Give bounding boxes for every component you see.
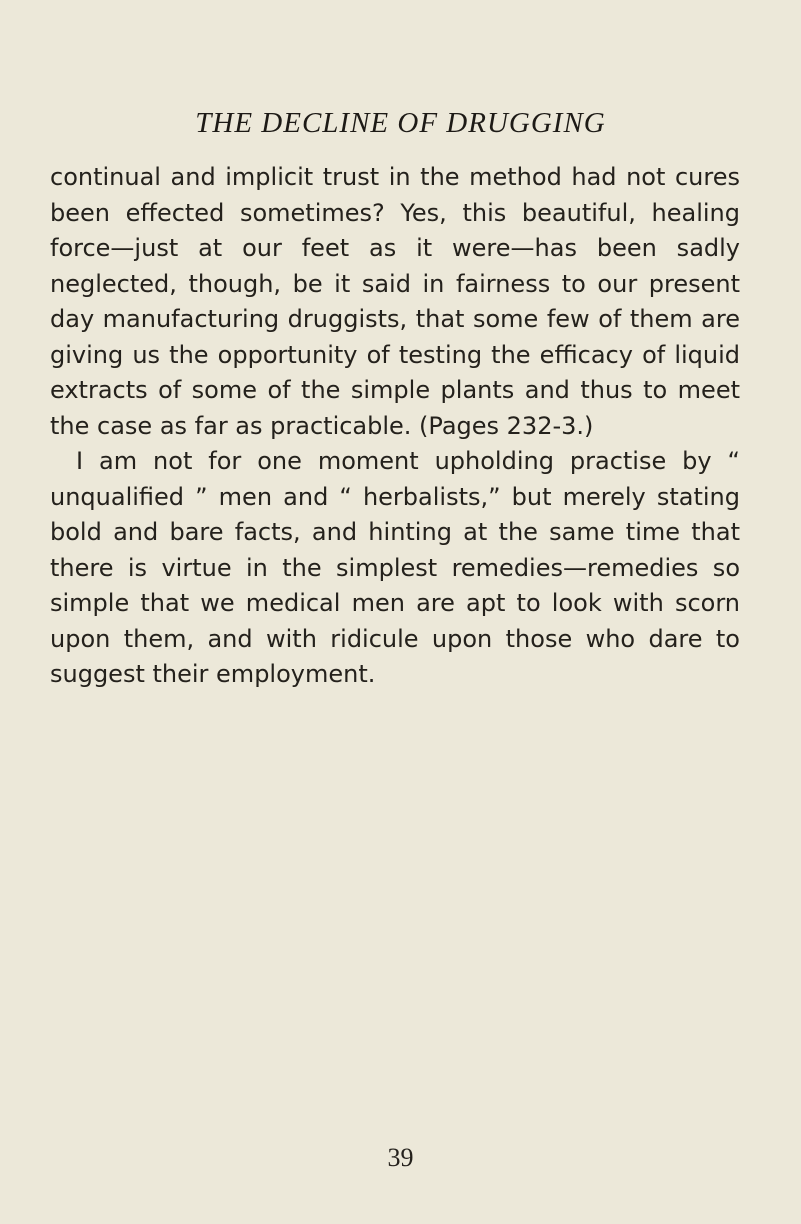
paragraph-continuation: continual and implicit trust in the method had not cures been effected sometimes? Yes, this beautiful, healing force—just at our feet as it were—has been sadly neglected, though, be it said in fairness to our present day manufacturing druggists, that some few of them are giving us the opportunity of testing the efficacy of liquid extracts of some of the simple plants and thus to meet the case as far as practicable. (Pages 232-3.) (50, 163, 740, 440)
body-text (50, 160, 740, 693)
paragraph: I am not for one moment upholding practise by “ unqualified ” men and “ herbalists,” but merely stating bold and bare facts, and hinting at the same time that there is virtue in the simplest remedies—remedies so simple that we medical men are apt to look with scorn upon them, and with ridicule upon those who dare to suggest their employment. (50, 447, 740, 688)
running-head: THE DECLINE OF DRUGGING (195, 107, 606, 139)
page-number: 39 (387, 1143, 414, 1172)
